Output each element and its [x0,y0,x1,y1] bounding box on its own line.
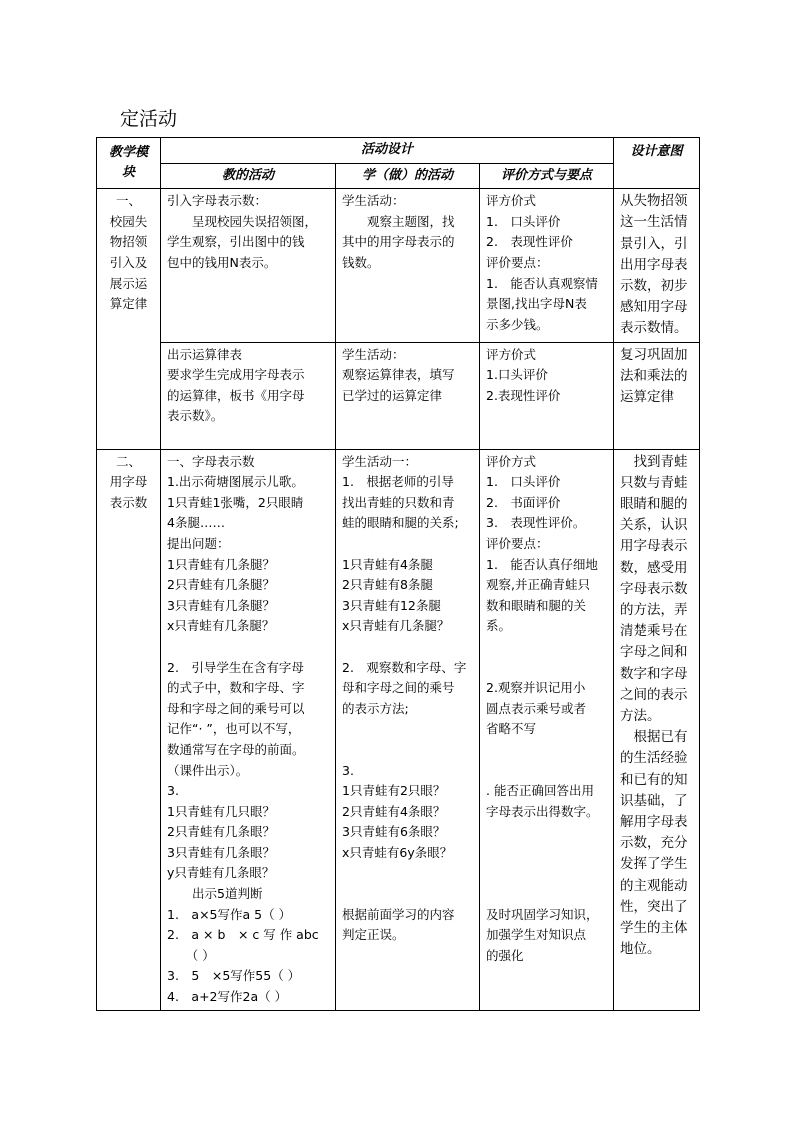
cell-line [486,637,607,658]
student-activity-cell [336,189,480,342]
cell-line: 学生观察，引出图中的钱 [167,234,305,250]
cell-line: 4条腿…… [167,515,225,531]
cell-line [167,637,329,658]
cell-line: 数和眼睛和腿的关 [486,597,587,613]
cell-line: 学生活动一： [342,453,418,469]
cell-line: 2只青蛙有几条眼？ [167,824,275,840]
header-design-intent: 设计意图 [614,138,700,189]
cell-line [342,863,473,884]
page-heading: 定活动 [120,108,178,130]
cell-line: 1只青蛙1张嘴，2只眼睛 [167,494,304,510]
cell-line: 圆点表示乘号或者 [486,700,587,716]
cell-line: x只青蛙有几条腿？ [342,618,450,634]
cell-line: 出用字母表 [620,256,688,273]
cell-line: 3. [167,783,179,799]
cell-line: 眼睛和腿的 [620,496,688,513]
cell-line [486,740,607,761]
cell-line: 加强学生对知识点 [486,927,587,943]
cell-line: 学生活动： [342,193,405,209]
cell-line: 2只青蛙有几条腿？ [167,577,275,593]
cell-line: 关系，认识 [620,517,688,534]
cell-line: 表示数 [109,494,148,510]
cell-line [342,534,473,555]
cell-line: 出示运算律表 [167,346,243,362]
cell-line: 评价要点： [486,535,549,551]
cell-line: 1只青蛙有2只眼？ [342,783,446,799]
cell-line: 感知用字母 [620,299,688,316]
table-row [97,449,700,1010]
header-student-activity: 学（做）的活动 [336,163,480,189]
cell-line: 钱数。 [342,254,380,270]
cell-line: 呈现校园失误招领图， [167,213,318,229]
cell-line: 数，感受用 [620,559,688,576]
cell-line: 评方价式 [486,193,537,209]
cell-line: 2. 观察数和字母、字 [342,659,467,675]
cell-line: 找出青蛙的只数和青 [342,494,455,510]
cell-line: 引入及 [109,254,148,270]
cell-line: 出示5道判断 [167,886,263,902]
cell-line: 一、 [115,193,141,209]
cell-line: 数字和字母 [620,665,688,682]
table-row [97,342,700,449]
cell-line [342,719,473,740]
cell-line: 的方法，弄 [620,602,688,619]
cell-line: 识基础，了 [620,792,688,809]
cell-line: 及时巩固学习知识， [486,906,599,922]
cell-line: 字母表示出得数字。 [486,803,599,819]
cell-line: 3只青蛙有6条眼？ [342,824,446,840]
cell-line: 运算定律 [620,389,674,406]
cell-line: 根据已有 [620,729,688,746]
cell-line: 4. a+2写作2a（ ） [167,989,288,1005]
cell-line: 的强化 [486,947,524,963]
cell-line: 3. 5 ×5写作55（ ） [167,968,301,984]
cell-line: 算定律 [109,296,148,312]
cell-line: 的运算律，板书《用字母 [167,387,305,403]
header-module: 教学模块 [97,138,161,189]
cell-line: y只青蛙有几条眼？ [167,865,275,881]
cell-line: 系。 [486,618,512,634]
cell-line: 学生活动： [342,346,405,362]
cell-line: 已学过的运算定律 [342,387,443,403]
cell-line [342,637,473,658]
module-cell [97,189,161,449]
teacher-activity-cell [161,342,336,449]
design-intent-cell [614,189,700,342]
evaluation-cell [480,189,614,342]
cell-line: 一、字母表示数 [167,453,255,469]
cell-line: 2只青蛙有8条腿 [342,577,433,593]
cell-line: 示数，充分 [620,835,688,852]
cell-line: 法和乘法的 [620,367,688,384]
cell-line: 展示运 [109,275,148,291]
cell-line: 找到青蛙 [620,453,688,470]
cell-line: 评方价式 [486,346,537,362]
cell-line: 的式子中，数和字母、字 [167,680,305,696]
cell-line: 清楚乘号在 [620,623,688,640]
cell-line: 1. 口头评价 [486,213,561,229]
cell-line: 观察运算律表，填写 [342,367,455,383]
cell-line: 1.口头评价 [486,367,548,383]
cell-line: 1. 能否认真观察情 [486,275,598,291]
cell-line: 记作“· ”，也可以不写， [167,721,301,737]
cell-line: 之间的表示 [620,686,688,703]
design-intent-cell [614,342,700,449]
cell-line: 蛙的眼睛和腿的关系; [342,515,459,531]
cell-line [486,761,607,782]
teacher-activity-cell [161,189,336,342]
cell-line: 数通常写在字母的前面。 [167,741,305,757]
cell-line: 1. a×5写作a 5（ ） [167,906,292,922]
cell-line: （课件出示）。 [167,762,249,778]
cell-line: 学生的主体 [620,920,688,937]
cell-line: 的表示方法; [342,700,409,716]
design-intent-cell [614,449,700,1010]
cell-line: 3只青蛙有几条腿？ [167,597,275,613]
cell-line: 表示数情。 [620,320,688,337]
cell-line: 地位。 [620,941,661,958]
cell-line: 用字母表示 [620,538,688,555]
cell-line: 的生活经验 [620,750,688,767]
cell-line: 2. 引导学生在含有字母 [167,659,304,675]
cell-line: 示多少钱。 [486,316,549,332]
cell-line: 3. 表现性评价。 [486,515,586,531]
cell-line: 和已有的知 [620,771,688,788]
cell-line: 母和字母之间的乘号可以 [167,700,305,716]
cell-line: 复习巩固加 [620,346,688,363]
cell-line: 从失物招领 [620,193,688,210]
cell-line: 的主观能动 [620,877,688,894]
cell-line: 要求学生完成用字母表示 [167,367,305,383]
cell-line: 景引入，引 [620,235,688,252]
cell-line [342,740,473,761]
evaluation-cell [480,342,614,449]
cell-line: 评价要点： [486,254,549,270]
cell-line: 1. 口头评价 [486,474,561,490]
cell-line: x只青蛙有几条腿？ [167,618,275,634]
cell-line [486,884,607,905]
cell-line: 根据前面学习的内容 [342,906,455,922]
cell-line: 3只青蛙有12条腿 [342,597,441,613]
cell-line [486,658,607,679]
header-evaluation: 评价方式与要点 [480,163,614,189]
cell-line: 发挥了学生 [620,856,688,873]
cell-line: 字母表示数 [620,580,688,597]
cell-line: 表示数》。 [167,408,224,424]
cell-line: 2.表现性评价 [486,387,561,403]
cell-line: 1只青蛙有几只眼？ [167,803,275,819]
cell-line: 字母之间和 [620,644,688,661]
cell-line: 1只青蛙有几条腿？ [167,556,275,572]
cell-line: 提出问题： [167,535,230,551]
cell-line: 其中的用字母表示的 [342,234,455,250]
cell-line: 2. a × b × c 写 作 abc [167,927,319,943]
cell-line: 示数，初步 [620,278,688,294]
header-teacher-activity: 教的活动 [161,163,336,189]
cell-line [486,822,607,843]
cell-line: . 能否正确回答出用 [486,783,594,799]
cell-line: 1. 根据老师的引导 [342,474,454,490]
cell-line: 评价方式 [486,453,537,469]
cell-line: 引入字母表示数： [167,193,268,209]
cell-line: 省略不写 [486,721,537,737]
cell-line: 观察主题图，找 [342,213,455,229]
header-activity-design: 活动设计 [161,138,614,164]
cell-line: 1只青蛙有4条腿 [342,556,433,572]
table-row [97,189,700,342]
cell-line: 方法。 [620,708,661,725]
cell-line: 3. [342,762,354,778]
cell-line: （ ） [167,947,215,963]
cell-line: 观察,并正确青蛙只 [486,577,590,593]
cell-line: 用字母 [109,474,148,490]
student-activity-cell [336,342,480,449]
cell-line [486,843,607,864]
cell-line: x只青蛙有6y条眼？ [342,844,453,860]
cell-line: 判定正误。 [342,927,405,943]
evaluation-cell [480,449,614,1010]
cell-line: 性，突出了 [620,898,688,915]
cell-line: 二、 [115,453,141,469]
cell-line: 1.出示荷塘图展示儿歌。 [167,474,304,490]
teacher-activity-cell [161,449,336,1010]
cell-line: 2. 表现性评价 [486,234,573,250]
student-activity-cell [336,449,480,1010]
cell-line: 2只青蛙有4条眼？ [342,803,446,819]
cell-line: 2.观察并识记用小 [486,680,586,696]
cell-line: 3只青蛙有几条眼？ [167,844,275,860]
cell-line: 物招领 [109,234,148,250]
cell-line: 景图,找出字母N表 [486,296,587,312]
cell-line: 这一生活情 [620,214,688,231]
lesson-plan-table [96,137,700,1011]
cell-line: 2. 书面评价 [486,494,561,510]
cell-line [486,863,607,884]
cell-line: 校园失 [109,213,148,229]
cell-line: 1. 能否认真仔细地 [486,556,598,572]
cell-line: 包中的钱用N表示。 [167,254,277,270]
module-cell [97,449,161,1010]
cell-line: 只数与青蛙 [620,474,688,491]
cell-line [342,884,473,905]
cell-line: 母和字母之间的乘号 [342,680,455,696]
cell-line: 解用字母表 [620,814,688,831]
